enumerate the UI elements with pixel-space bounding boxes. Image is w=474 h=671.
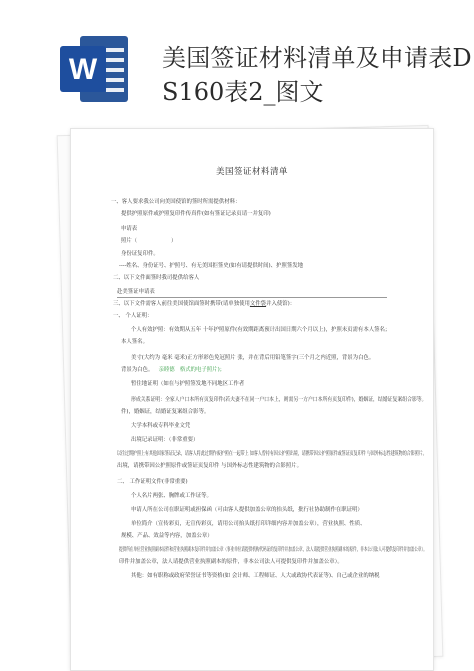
document-title: 美国签证材料清单 [215,167,288,177]
doc-line: 暂住地证明（如在与护照签发地不同地区工作者 [131,381,245,387]
doc-line: 印件并加盖公章，法人请提供营业执照副本的原件，非本公司法人可提供复印件并加盖公章）。 [119,559,343,565]
doc-line: 规模、产品、效益等内容，加盖公章） [121,533,213,539]
doc-line: 二、 工作证明文件(非常重要) [117,479,188,485]
doc-line: 美寸(大约为 毫米 毫米)正方形彩色免冠照片 张，并在背后用铅笔签字(三个月之内近照，背景为白色。 [131,355,375,361]
doc-line: 二、以下文件面签时我司提供给客人 [113,275,200,281]
svg-text:W: W [68,53,98,86]
doc-line: 以往过期护照上有其他国家签证记录，请客人将此过期作废护照在一起带上 如客人曾持有因公护照出境，请携带因公护照原件或签证页复印件 与国外标志性建筑物的合影照片。 [117,451,427,457]
doc-text: 三、以下文件需客人前往美国使馆面签时携带(请单独使用 [113,301,250,307]
doc-line: 件)，婚姻证，结婚证复案组合影等。 [121,409,210,415]
doc-text-underlined: 文件袋 [249,301,267,307]
doc-line: 其他：如有职称或政府荣誉证书等资格(如 会计师、工程师证、人大或政协代表证等)、自己或企业的纳税 [131,573,380,579]
doc-line: 一、客人要求我公司向美国使馆的签时所需提供材料： [111,199,241,205]
doc-line: 本人签名。 [121,339,148,345]
doc-line: 大学本科或专科毕业文凭 [131,423,191,429]
doc-text: 并入使馆)： [266,301,296,307]
doc-line: 形成关系证明：全家人户口本所有页复印件(若夫妻不在同一户口本上，则需另一方户口本所有页复印件)，婚姻证，结婚证复案组合影等。 [131,397,427,403]
doc-line: 申请人所在公司在职证明或担保函（可由客人提供加盖公章的抬头纸，批行社协助制作在职证明） [131,507,363,513]
page-title-line-2: S160表2_图文 [162,78,324,106]
doc-line: 提供护照原件或护照复印件传真件(如有签证记录页请一并复印) [121,211,271,217]
doc-line: 出境记录证明：（非常重要） [131,437,199,443]
doc-line: 一、 个人证明： [113,313,153,319]
doc-line: 照片（ [121,238,138,244]
doc-line: 单位简介（宣传彩页，无宣传彩页，请用公司抬头纸打印详细内容并加盖公章），营业执照、性质、 [131,521,366,527]
doc-line: ） [171,238,177,244]
doc-line: 提供所在单位营业执照副本原件和营业执照副本复印件并加盖公章（事业单位请提供机构代码证的复印件并加盖公章，法人请提供营业执照副本的原件，非本公司法人可提供复印件并加盖公章）。 [119,547,427,553]
doc-line: 赴美签证申请表 [117,289,155,295]
page-title-line-1: 美国签证材料清单及申请表D [162,44,472,72]
divider [117,297,387,298]
doc-text: 背景为白色。 [121,367,154,373]
word-icon [58,32,132,106]
document-page [70,128,434,671]
doc-line: 个人名片两张、胸牌或工作证等。 [131,493,212,499]
doc-line: 个人有效护照：有效期从五年 十年护照原件(有效期距离预计出国日期六个月以上)，护照未页需有本人签名； [131,327,391,333]
doc-line: 申请表 [121,226,138,232]
header [0,0,474,140]
doc-line: 身份证复印件。 [121,251,159,257]
doc-line: 出境，请携带因公护照原件或签证页复印件 与国外标志性建筑物的合影照片。 [117,463,302,469]
doc-line [113,301,295,308]
doc-text-green: 亲睦德 [158,367,175,373]
doc-text-green: 格式的电子照片)； [179,367,226,373]
doc-line: ----姓名、身份证号、护照号、有无美国拒签史(如有请提供时间)、护照签发地 [119,263,303,269]
doc-line [121,367,225,374]
